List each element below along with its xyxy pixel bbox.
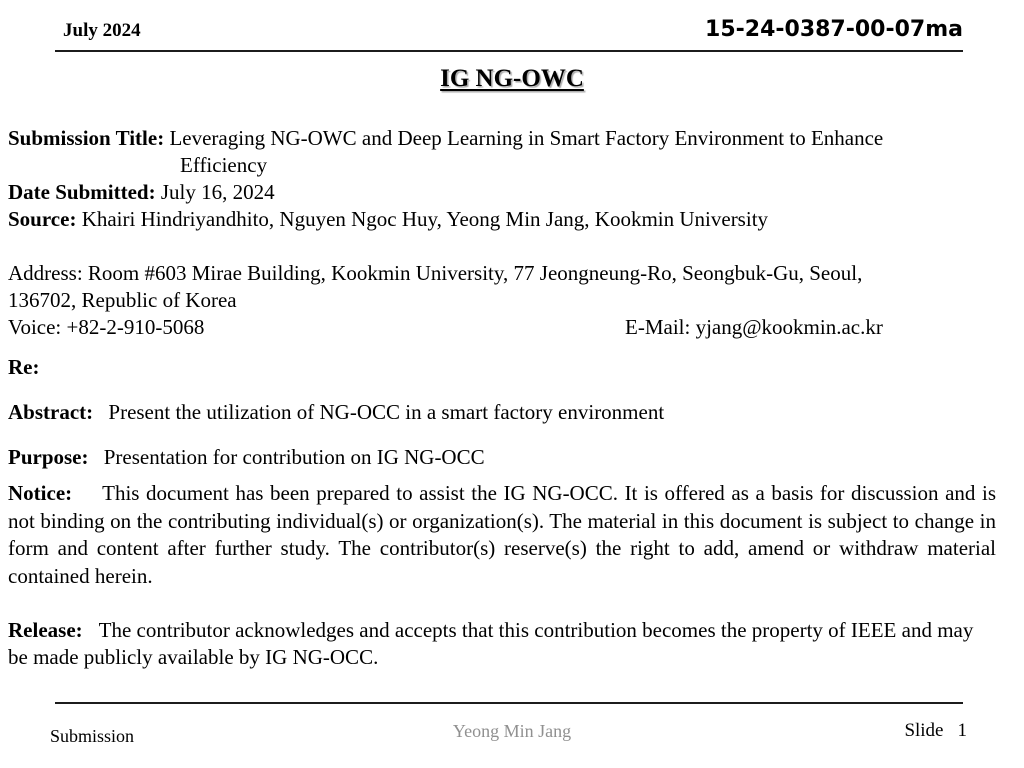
purpose-text: Presentation for contribution on IG NG-OCC — [103, 445, 485, 469]
footer-slide-label: Slide — [904, 720, 944, 741]
footer-slide-indicator — [904, 720, 967, 742]
address-line1: Address: Room #603 Mirae Building, Kookmin University, 77 Jeongneung-Ro, Seongbuk-Gu, Seoul, — [8, 261, 863, 285]
submission-title-label: Submission Title: — [8, 126, 165, 150]
abstract-row — [8, 399, 996, 426]
submission-title-block — [8, 125, 996, 179]
notice-paragraph — [8, 480, 996, 590]
address-line2: 136702, Republic of Korea — [8, 288, 237, 312]
purpose-label: Purpose: — [8, 445, 89, 469]
re-label: Re: — [8, 355, 40, 379]
date-submitted-label: Date Submitted: — [8, 180, 156, 204]
notice-label: Notice: — [8, 481, 73, 505]
header-document-number: 15-24-0387-00-07ma — [705, 17, 963, 42]
source-label: Source: — [8, 207, 77, 231]
footer-rule — [55, 702, 963, 704]
source-row — [8, 206, 996, 233]
notice-text: This document has been prepared to assist the IG NG-OCC. It is offered as a basis for discussion and is not binding on the contributing individual(s) or organization(s). The material in this document is subject to change in form and content after further study. The contributor(s) reserve(s) the right to add, amend or withdraw material contained herein. — [8, 481, 996, 588]
date-submitted-row — [8, 179, 996, 206]
source-value: Khairi Hindriyandhito, Nguyen Ngoc Huy, Yeong Min Jang, Kookmin University — [81, 207, 769, 231]
abstract-label: Abstract: — [8, 400, 94, 424]
header-rule — [55, 50, 963, 52]
re-row — [8, 354, 996, 381]
footer-slide-number: 1 — [957, 720, 967, 741]
date-submitted-value: July 16, 2024 — [160, 180, 275, 204]
footer-author-name: Yeong Min Jang — [452, 721, 572, 741]
release-text: The contributor acknowledges and accepts that this contribution becomes the property of IEEE and may be made publicly available by IG NG-OCC. — [8, 618, 974, 669]
email-value: E-Mail: yjang@kookmin.ac.kr — [625, 315, 883, 339]
page-title — [0, 65, 1024, 93]
submission-title-value: Leveraging NG-OWC and Deep Learning in Smart Factory Environment to Enhance — [169, 126, 884, 150]
voice-value: Voice: +82-2-910-5068 — [8, 315, 205, 339]
contact-row — [8, 314, 996, 341]
page-title-text: IG NG-OWC — [440, 65, 584, 92]
address-block — [8, 260, 996, 314]
release-paragraph — [8, 617, 996, 671]
release-label: Release: — [8, 618, 83, 642]
purpose-row — [8, 444, 996, 471]
footer-submission-label: Submission — [50, 726, 135, 746]
abstract-text: Present the utilization of NG-OCC in a smart factory environment — [108, 400, 665, 424]
submission-title-line2: Efficiency — [180, 153, 268, 177]
submission-title-line1 — [8, 125, 996, 152]
header-date: July 2024 — [63, 20, 141, 41]
